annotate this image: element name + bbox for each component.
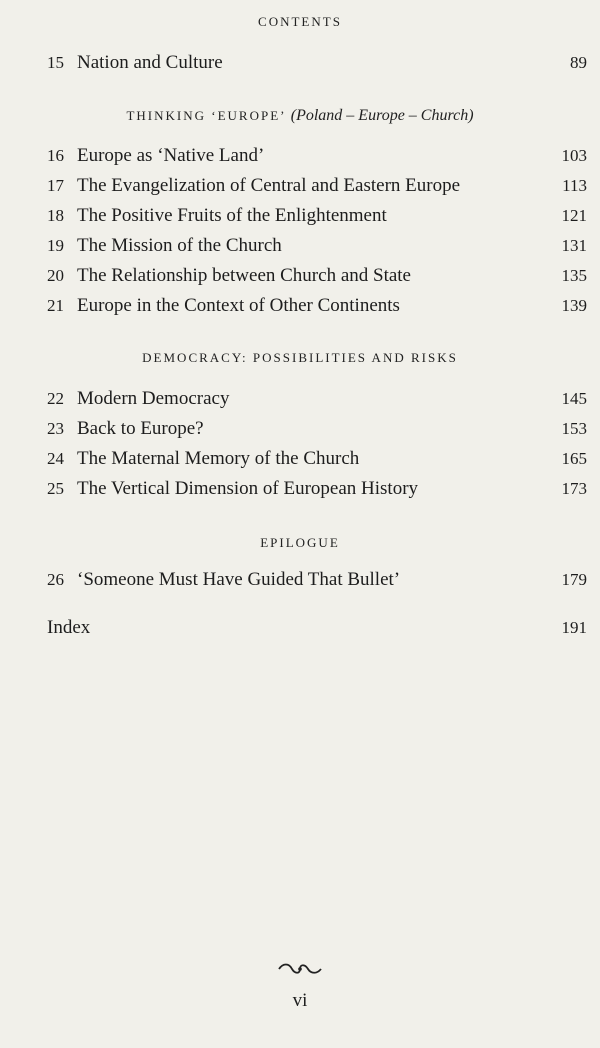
page-number: 89 [570,53,587,72]
page-number: 179 [561,570,587,589]
chapter-number: 20 [47,266,64,285]
section-title: THINKING ‘EUROPE’ [126,108,286,123]
page-title: CONTENTS [258,14,342,29]
chapter-number: 21 [47,296,64,315]
chapter-number: 18 [47,206,64,225]
page-number: 139 [561,296,587,315]
page-number: 131 [561,236,587,255]
toc-entry [47,50,587,76]
index-title: Index [47,617,91,638]
toc-entry [47,446,587,472]
page-number: 121 [561,206,587,225]
chapter-title: Europe as ‘Native Land’ [77,145,265,166]
toc-entry [47,203,587,229]
toc-entry [47,416,587,442]
chapter-title: The Positive Fruits of the Enlightenment [77,205,387,226]
chapter-number: 26 [47,570,64,589]
chapter-number: 25 [47,479,64,498]
chapter-number: 24 [47,449,64,468]
chapter-title: ‘Someone Must Have Guided That Bullet’ [77,569,401,590]
chapter-title: Europe in the Context of Other Continents [77,295,400,316]
toc-entry [47,567,587,593]
chapter-number: 23 [47,419,64,438]
section-heading-thinking-europe [0,107,600,125]
page-folio: vi [292,990,308,1011]
page-number: 165 [561,449,587,468]
chapter-title: The Maternal Memory of the Church [77,448,360,469]
chapter-number: 22 [47,389,64,408]
chapter-title: Nation and Culture [77,52,223,73]
page-number: 173 [561,479,587,498]
page-number: 153 [561,419,587,438]
chapter-number: 19 [47,236,64,255]
toc-entry [47,293,587,319]
fleuron-ornament-icon [0,962,600,981]
chapter-number: 17 [47,176,64,195]
page-number: 191 [561,618,587,637]
chapter-title: Back to Europe? [77,418,204,439]
page-number: 135 [561,266,587,285]
page-number: 103 [561,146,587,165]
toc-entry [47,143,587,169]
page-number: 113 [562,176,587,195]
toc-entry [47,173,587,199]
section-subtitle: (Poland – Europe – Church) [290,107,474,124]
toc-entry [47,476,587,502]
chapter-title: The Evangelization of Central and Eastern Europe [77,175,461,196]
section-heading-epilogue: EPILOGUE [260,535,340,550]
toc-entry [47,386,587,412]
chapter-number: 16 [47,146,64,165]
chapter-number: 15 [47,53,64,72]
toc-entry [47,263,587,289]
toc-entry [47,233,587,259]
section-heading-democracy: DEMOCRACY: POSSIBILITIES AND RISKS [142,350,458,365]
page-number: 145 [561,389,587,408]
chapter-title: The Relationship between Church and State [77,265,411,286]
toc-entry-index [47,615,587,641]
chapter-title: The Vertical Dimension of European History [77,478,419,499]
chapter-title: The Mission of the Church [77,235,282,256]
chapter-title: Modern Democracy [77,388,230,409]
